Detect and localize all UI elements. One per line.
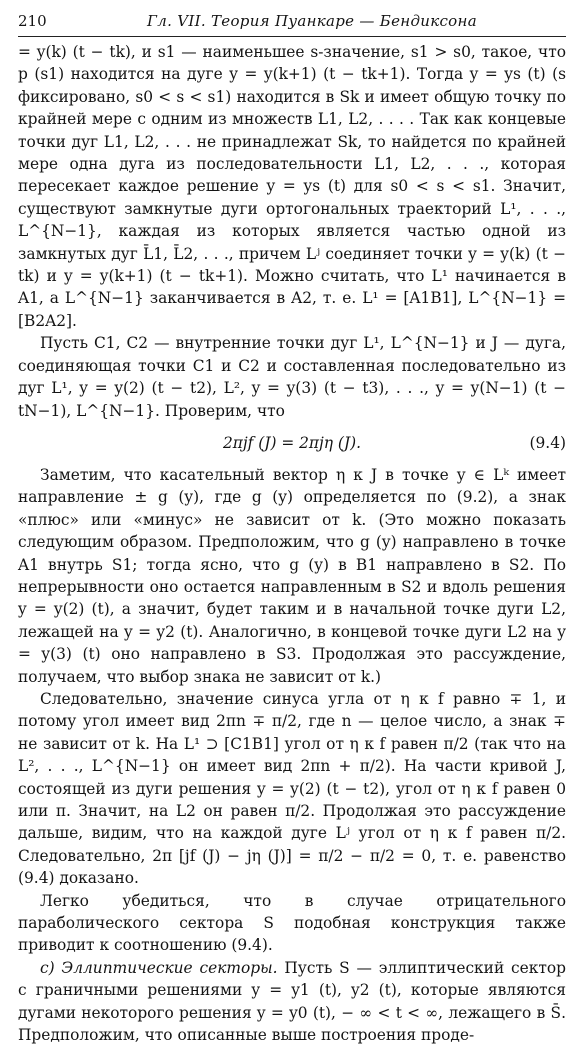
paragraph-6	[18, 957, 566, 1046]
page-body	[18, 41, 566, 1046]
paragraph-4: Следовательно, значение синуса угла от η к f равно ∓ 1, и потому угол имеет вид 2πn ∓ π/2, где n — целое число, а знак ∓ не зависит от k. На L¹ ⊃ [C1B1] угол от η к f равен π/2 (так что на L², . . ., L^{N−1} он имеет вид 2πn + π/2). На части кривой J, состоящей из дуги решения y = y(2) (t − t2), угол от η к f равен 0 или π. Значит, на L2 он равен π/2. Продолжая это рассуждение дальше, видим, что на каждой дуге Lʲ угол от η к f равен π/2. Следовательно, 2π [jf (J) − jη (J)] = π/2 − π/2 = 0, т. е. равенство (9.4) доказано.	[18, 689, 566, 888]
paragraph-2: Пусть C1, C2 — внутренние точки дуг L¹, L^{N−1} и J — дуга, соединяющая точки C1 и C2 и составленная последовательно из дуг L¹, y = y(2) (t − t2), L², y = y(3) (t − t3), . . ., y = y(N−1) (t − tN−1), L^{N−1}. Проверим, что	[18, 334, 566, 420]
header-rule	[18, 36, 566, 37]
book-page	[18, 12, 566, 1046]
paragraph-3: Заметим, что касательный вектор η к J в точке y ∈ Lᵏ имеет направление ± g (y), где g (y) определяется по (9.2), а знак «плюс» или «минус» не зависит от k. (Это можно показать следующим образом. Предположим, что g (y) направлено в точке A1 внутрь S1; тогда ясно, что g (y) в B1 направлено в S2. По непрерывности оно остается направленным в S2 и вдоль решения y = y(2) (t), а значит, будет таким и в начальной точке дуги L2, лежащей на y = y2 (t). Аналогично, в концевой точке дуги L2 на y = y(3) (t) оно направлено в S3. Продолжая это рассуждение, получаем, что выбор знака не зависит от k.)	[18, 465, 566, 686]
paragraph-5: Легко убедиться, что в случае отрицательного параболического сектора S подобная конструкция также приводит к соотношению (9.4).	[18, 891, 566, 955]
running-head: Гл. VII. Теория Пуанкаре — Бендиксона	[147, 12, 477, 30]
section-title: c) Эллиптические секторы.	[40, 958, 278, 977]
page-header	[18, 12, 566, 36]
equation-number: (9.4)	[529, 433, 566, 452]
page-number: 210	[18, 12, 47, 30]
equation-9-4	[18, 431, 566, 455]
equation-body: 2πjf (J) = 2πjη (J).	[223, 433, 361, 452]
paragraph-1: = y(k) (t − tk), и s1 — наименьшее s-значение, s1 > s0, такое, что p (s1) находится на дуге y = y(k+1) (t − tk+1). Тогда y = ys (t) (s фиксировано, s0 < s < s1) находится в Sk и имеет общую точку по крайней мере с одним из множеств L1, L2, . . . . Так как концевые точки дуг L1, L2, . . . не принадлежат Sk, то найдется по крайней мере одна дуга из последовательности L1, L2, . . ., которая пересекает каждое решение y = ys (t) для s0 < s < s1. Значит, существуют замкнутые дуги ортогональных траекторий L¹, . . ., L^{N−1}, каждая из которых является частью одной из замкнутых дуг L̄1, L̄2, . . ., причем Lʲ соединяет точки y = y(k) (t − tk) и y = y(k+1) (t − tk+1). Можно считать, что L¹ начинается в A1, а L^{N−1} заканчивается в A2, т. е. L¹ = [A1B1], L^{N−1} = [B2A2].	[18, 43, 566, 330]
section-text: Пусть S — эллиптический сектор с граничными решениями y = y1 (t), y2 (t), которые являются дугами некоторого решения y = y0 (t), − ∞ < t < ∞, лежащего в S̄. Предположим, что описанные выше построения проде-	[18, 958, 566, 1045]
